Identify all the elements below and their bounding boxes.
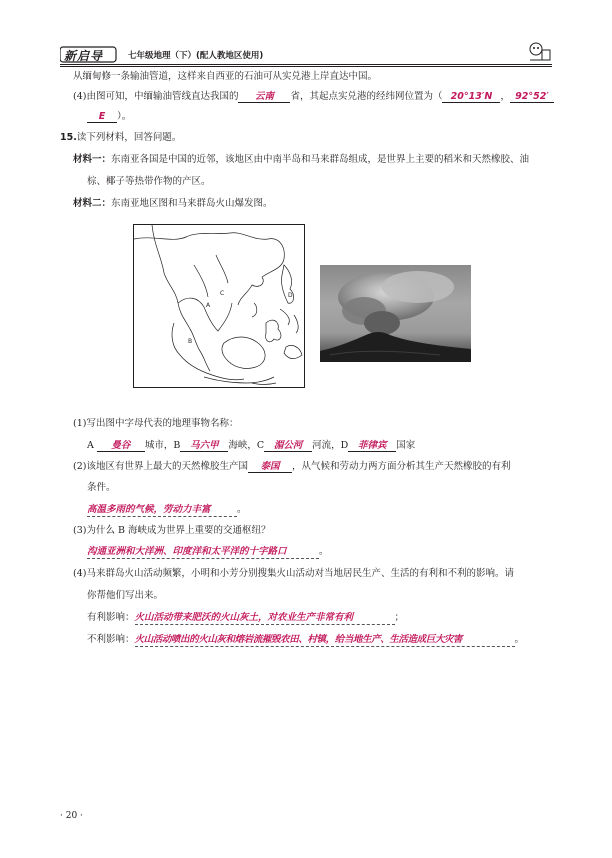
map-label-c: C	[220, 290, 225, 297]
q14-p4-lon-answer-a: 92°52′	[510, 91, 554, 103]
q15-p1-c-suffix: 河流，D	[312, 440, 349, 451]
q15-p1-a-suffix: 城市，B	[144, 440, 181, 451]
q15-p2-country-answer: 泰国	[248, 461, 292, 473]
q15-p4-stem-b: 你帮他们写出来。	[87, 590, 164, 601]
q15-p3-answer-line	[87, 545, 329, 559]
q15-p1-b-suffix: 海峡，C	[228, 440, 265, 451]
q15-p4-bad-label: 不利影响：	[87, 634, 135, 645]
q15-number: 15.	[60, 132, 77, 143]
q15-p1-stem: (1)写出图中字母代表的地理事物名称：	[73, 418, 239, 429]
q14-p4-prefix: (4)由图可知，中缅输油管线直达我国的	[73, 91, 239, 102]
q15-p2-stem-b: ，从气候和劳动力两方面分析其生产天然橡胶的有利	[291, 461, 511, 472]
q15-p3-stem: (3)为什么 B 海峡成为世界上重要的交通枢纽？	[73, 525, 271, 536]
q15-p4-good-end: ；	[394, 612, 405, 623]
map-label-d: D	[288, 292, 293, 299]
q14-p4-comma: ，	[500, 91, 510, 102]
q15-p4-bad-line	[87, 633, 524, 647]
q14-p4-mid: 省，其起点实兑港的经纬网位置为（	[290, 91, 443, 102]
q14-p4-end: ）。	[117, 111, 132, 122]
header-rule	[60, 64, 552, 65]
q15-p2-stem-a: (2)该地区有世界上最大的天然橡胶生产国	[73, 461, 248, 472]
q15-p4-good-answer: 火山活动带来肥沃的火山灰土，对农业生产非常有利	[135, 611, 395, 625]
volcano-eruption-photo	[320, 265, 471, 362]
q14-p4-lon-answer-b: E	[87, 111, 117, 123]
page-number: · 20 ·	[60, 811, 83, 821]
q15-m2-label: 材料二：	[73, 198, 112, 209]
q15-p2-end: 。	[237, 504, 247, 515]
q15-p1-a-answer: 曼谷	[97, 440, 145, 452]
q15-p2-stem-c: 条件。	[87, 482, 116, 493]
southeast-asia-map	[133, 224, 305, 388]
q15-p4-bad-answer: 火山活动喷出的火山灰和熔岩流摧毁农田、村镇，给当地生产、生活造成巨大灾害	[135, 633, 515, 647]
q15-m1-text-a: 东南亚各国是中国的近邻，该地区由中南半岛和马来群岛组成，是世界上主要的稻米和天然橡胶、油	[111, 154, 530, 165]
q15-m1-label: 材料一：	[73, 154, 112, 165]
q15-stem-line	[60, 131, 181, 144]
q15-p2-answer: 高温多雨的气候，劳动力丰富	[87, 503, 237, 517]
q15-p2-answer-line	[87, 503, 247, 517]
q15-m2-text: 东南亚地区图和马来群岛火山爆发图。	[111, 198, 273, 209]
mascot-icon	[528, 40, 552, 62]
logo-text: 新启导	[64, 49, 104, 63]
header-logo	[60, 45, 118, 63]
q15-p4-good-label: 有利影响：	[87, 612, 135, 623]
q15-p1-a-letter: A	[87, 440, 94, 451]
q14-part4-line1	[73, 90, 554, 103]
q15-p3-end: 。	[319, 546, 329, 557]
q15-material1-line1	[73, 153, 529, 166]
q15-m1-text-b: 棕、椰子等热带作物的产区。	[87, 176, 211, 187]
header-title: 七年级地理（下）(配人教地区使用)	[128, 51, 264, 61]
q15-stem: 读下列材料，回答问题。	[76, 132, 182, 143]
map-label-b: B	[188, 338, 193, 345]
q15-p3-answer: 沟通亚洲和大洋洲、印度洋和太平洋的十字路口	[87, 545, 319, 559]
q15-p4-good-line	[87, 611, 404, 625]
q14-line-a: 从缅甸修一条输油管道，这样来自西亚的石油可从实兑港上岸直达中国。	[73, 71, 378, 82]
q15-p2-line1	[73, 460, 510, 473]
map-outline	[134, 225, 304, 387]
q15-p4-stem-a: (4)马来群岛火山活动频繁，小明和小芳分别搜集火山活动对当地居民生产、生活的有利和不利的影响。请	[73, 568, 514, 579]
volcano-graphic	[320, 265, 471, 362]
q15-p1-c-answer: 湄公河	[264, 440, 312, 452]
q15-material2-line	[73, 197, 273, 210]
q15-p1-answers-line	[87, 439, 415, 452]
map-label-a: A	[206, 302, 211, 309]
q15-p1-b-answer: 马六甲	[180, 440, 228, 452]
q15-p4-bad-end: 。	[514, 634, 525, 645]
q14-p4-lat-answer: 20°13′N	[442, 91, 500, 103]
q15-p1-d-suffix: 国家	[396, 440, 416, 451]
q15-p1-d-answer: 菲律宾	[348, 440, 396, 452]
q14-part4-line2	[87, 110, 131, 123]
header-rule-thin	[60, 66, 552, 67]
q14-p4-province-answer: 云南	[238, 91, 290, 103]
